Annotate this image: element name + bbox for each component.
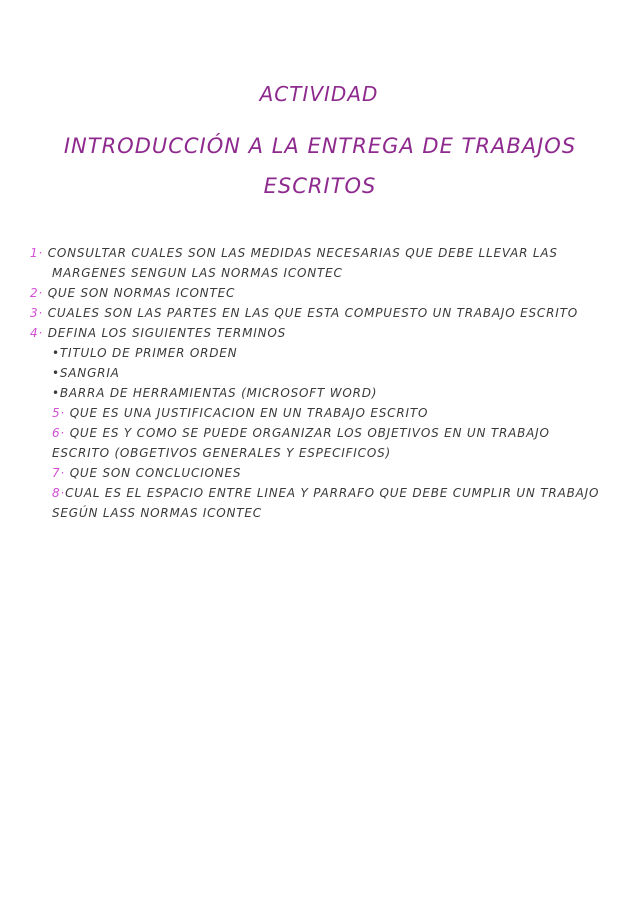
item-text: CUALES SON LAS PARTES EN LAS QUE ESTA COMPUESTO UN TRABAJO ESCRITO bbox=[47, 306, 578, 320]
list-item bbox=[52, 406, 428, 420]
item-text: QUE ES UNA JUSTIFICACION EN UN TRABAJO ESCRITO bbox=[69, 406, 429, 420]
item-text: MARGENES SENGUN LAS NORMAS ICONTEC bbox=[52, 266, 343, 280]
item-text: QUE ES Y COMO SE PUEDE ORGANIZAR LOS OBJETIVOS EN UN TRABAJO bbox=[69, 426, 550, 440]
list-item bbox=[52, 366, 120, 380]
list-item bbox=[30, 326, 286, 340]
list-item bbox=[52, 466, 241, 480]
item-text: ESCRITO (OBGETIVOS GENERALES Y ESPECIFICOS) bbox=[52, 446, 391, 460]
item-number: 1· bbox=[30, 246, 44, 260]
item-text: •SANGRIA bbox=[52, 366, 120, 380]
item-text: QUE SON CONCLUCIONES bbox=[69, 466, 242, 480]
list-item bbox=[52, 386, 377, 400]
item-number: 7· bbox=[52, 466, 66, 480]
item-text: CUAL ES EL ESPACIO ENTRE LINEA Y PARRAFO QUE DEBE CUMPLIR UN TRABAJO bbox=[65, 486, 600, 500]
item-text: •BARRA DE HERRAMIENTAS (MICROSOFT WORD) bbox=[52, 386, 378, 400]
activity-title: ACTIVIDAD bbox=[259, 82, 379, 106]
list-item bbox=[52, 346, 237, 360]
list-item bbox=[52, 486, 599, 500]
item-number: 4· bbox=[30, 326, 44, 340]
item-text: CONSULTAR CUALES SON LAS MEDIDAS NECESARIAS QUE DEBE LLEVAR LAS bbox=[47, 246, 558, 260]
item-text: SEGÚN LASS NORMAS ICONTEC bbox=[52, 506, 262, 520]
item-number: 6· bbox=[52, 426, 66, 440]
list-item bbox=[52, 446, 391, 460]
item-number: 5· bbox=[52, 406, 66, 420]
list-item bbox=[30, 306, 578, 320]
document-title: INTRODUCCIÓN A LA ENTREGA DE TRABAJOS ESCRITOS bbox=[63, 134, 577, 198]
item-number: 3· bbox=[30, 306, 44, 320]
item-number: 8· bbox=[52, 486, 66, 500]
list-item bbox=[52, 266, 343, 280]
list-item bbox=[30, 246, 558, 260]
list-item bbox=[52, 506, 262, 520]
item-number: 2· bbox=[30, 286, 44, 300]
item-text: DEFINA LOS SIGUIENTES TERMINOS bbox=[47, 326, 287, 340]
list-item bbox=[52, 426, 550, 440]
list-item bbox=[30, 286, 235, 300]
item-text: •TITULO DE PRIMER ORDEN bbox=[52, 346, 238, 360]
item-text: QUE SON NORMAS ICONTEC bbox=[47, 286, 236, 300]
